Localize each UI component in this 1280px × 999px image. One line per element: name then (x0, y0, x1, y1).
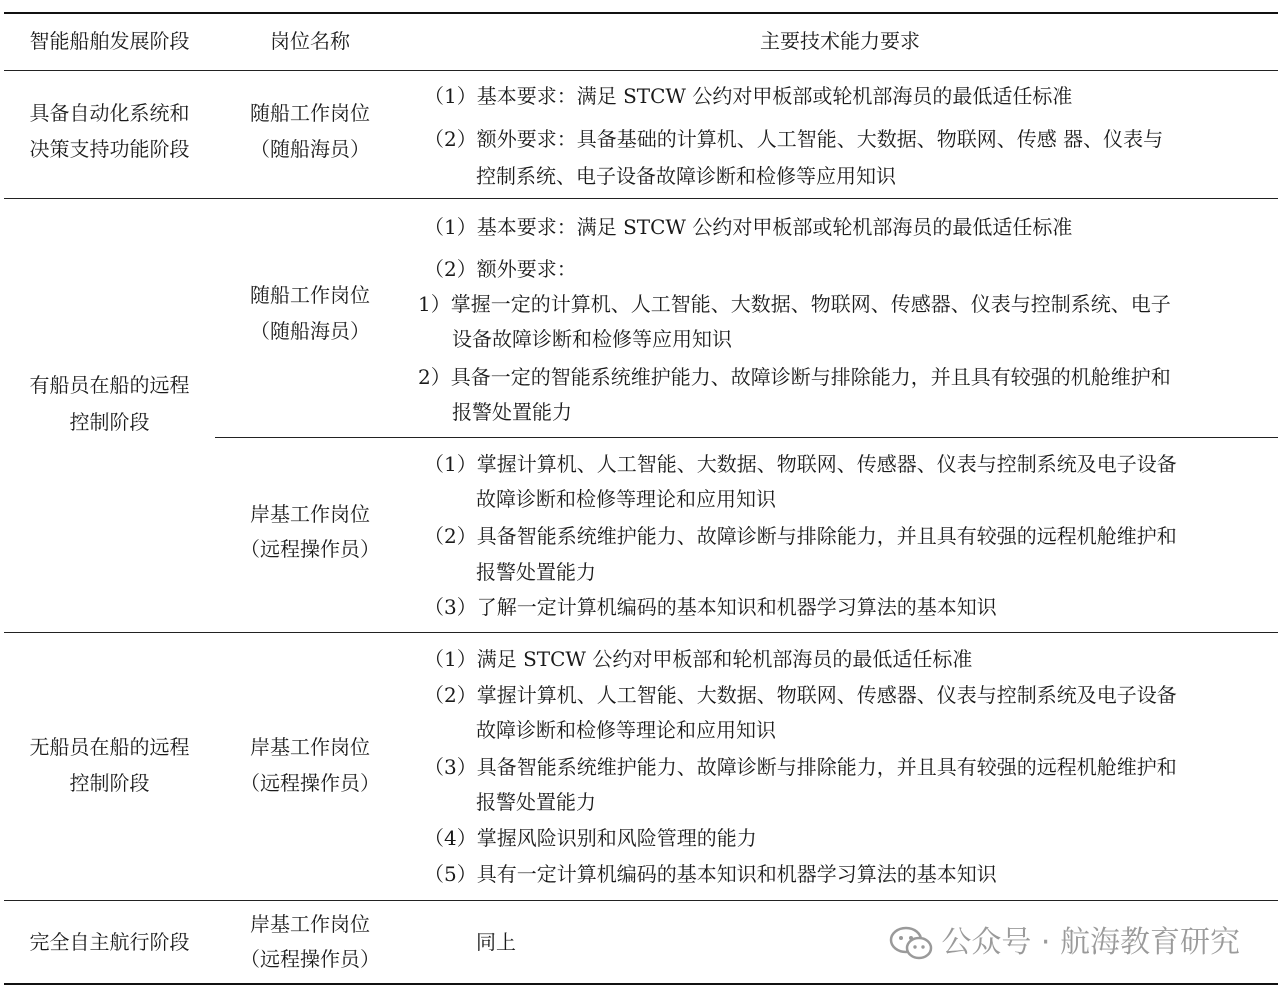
requirement-line: （1）基本要求：满足 STCW 公约对甲板部或轮机部海员的最低适任标准 (424, 215, 1073, 239)
position-cell: （随船海员） (250, 319, 370, 343)
row-separator (4, 900, 1278, 901)
position-cell: 随船工作岗位 (250, 101, 370, 125)
stage-cell: 具备自动化系统和 (29, 101, 190, 125)
header-position: 岗位名称 (270, 29, 350, 53)
sub-row-separator (215, 437, 1278, 438)
stage-cell: 有船员在船的远程 (29, 373, 190, 397)
watermark (889, 925, 1240, 961)
requirement-line: 报警处置能力 (476, 790, 596, 814)
position-cell: 岸基工作岗位 (250, 502, 370, 526)
requirement-line: （3）具备智能系统维护能力、故障诊断与排除能力，并且具有较强的远程机舱维护和 (424, 755, 1177, 779)
requirement-line: （2）额外要求： (424, 257, 577, 281)
requirement-line: （1）满足 STCW 公约对甲板部和轮机部海员的最低适任标准 (424, 647, 973, 671)
requirement-line: 同上 (476, 930, 516, 954)
stage-cell: 无船员在船的远程 (29, 735, 190, 759)
header-stage: 智能船舶发展阶段 (29, 29, 190, 53)
table-top-rule (4, 12, 1278, 14)
table-bottom-rule (4, 983, 1278, 985)
requirement-line: （5）具有一定计算机编码的基本知识和机器学习算法的基本知识 (424, 862, 997, 886)
requirement-line: （1）掌握计算机、人工智能、大数据、物联网、传感器、仪表与控制系统及电子设备 (424, 452, 1177, 476)
position-cell: （远程操作员） (240, 947, 380, 971)
requirement-line: （4）掌握风险识别和风险管理的能力 (424, 826, 757, 850)
watermark-text: 公众号 · 航海教育研究 (941, 925, 1240, 960)
header-bottom-rule (4, 70, 1278, 71)
requirement-line: （3）了解一定计算机编码的基本知识和机器学习算法的基本知识 (424, 595, 997, 619)
position-cell: 岸基工作岗位 (250, 735, 370, 759)
requirement-line: 设备故障诊断和检修等应用知识 (452, 327, 732, 351)
row-separator (4, 198, 1278, 199)
requirement-line: （2）掌握计算机、人工智能、大数据、物联网、传感器、仪表与控制系统及电子设备 (424, 683, 1177, 707)
stage-cell: 控制阶段 (69, 771, 150, 795)
stage-cell: 控制阶段 (69, 410, 150, 434)
position-cell: （远程操作员） (240, 771, 380, 795)
position-cell: 随船工作岗位 (250, 283, 370, 307)
requirement-line: （2）额外要求：具备基础的计算机、人工智能、大数据、物联网、传感 器、仪表与 (424, 127, 1164, 151)
stage-cell: 决策支持功能阶段 (29, 137, 190, 161)
position-cell: （远程操作员） (240, 537, 380, 561)
requirement-line: （2）具备智能系统维护能力、故障诊断与排除能力，并且具有较强的远程机舱维护和 (424, 524, 1177, 548)
wechat-icon (889, 925, 933, 961)
requirement-line: 1）掌握一定的计算机、人工智能、大数据、物联网、传感器、仪表与控制系统、电子 (418, 292, 1171, 316)
requirement-line: 报警处置能力 (452, 400, 572, 424)
requirement-line: 报警处置能力 (476, 560, 596, 584)
position-cell: 岸基工作岗位 (250, 912, 370, 936)
header-requirements: 主要技术能力要求 (760, 29, 920, 53)
row-separator (4, 632, 1278, 633)
requirement-line: 故障诊断和检修等理论和应用知识 (476, 718, 776, 742)
stage-cell: 完全自主航行阶段 (29, 930, 190, 954)
requirement-line: （1）基本要求：满足 STCW 公约对甲板部或轮机部海员的最低适任标准 (424, 84, 1073, 108)
requirement-line: 控制系统、电子设备故障诊断和检修等应用知识 (476, 164, 896, 188)
position-cell: （随船海员） (250, 137, 370, 161)
requirement-line: 故障诊断和检修等理论和应用知识 (476, 487, 776, 511)
requirement-line: 2）具备一定的智能系统维护能力、故障诊断与排除能力，并且具有较强的机舱维护和 (418, 365, 1171, 389)
